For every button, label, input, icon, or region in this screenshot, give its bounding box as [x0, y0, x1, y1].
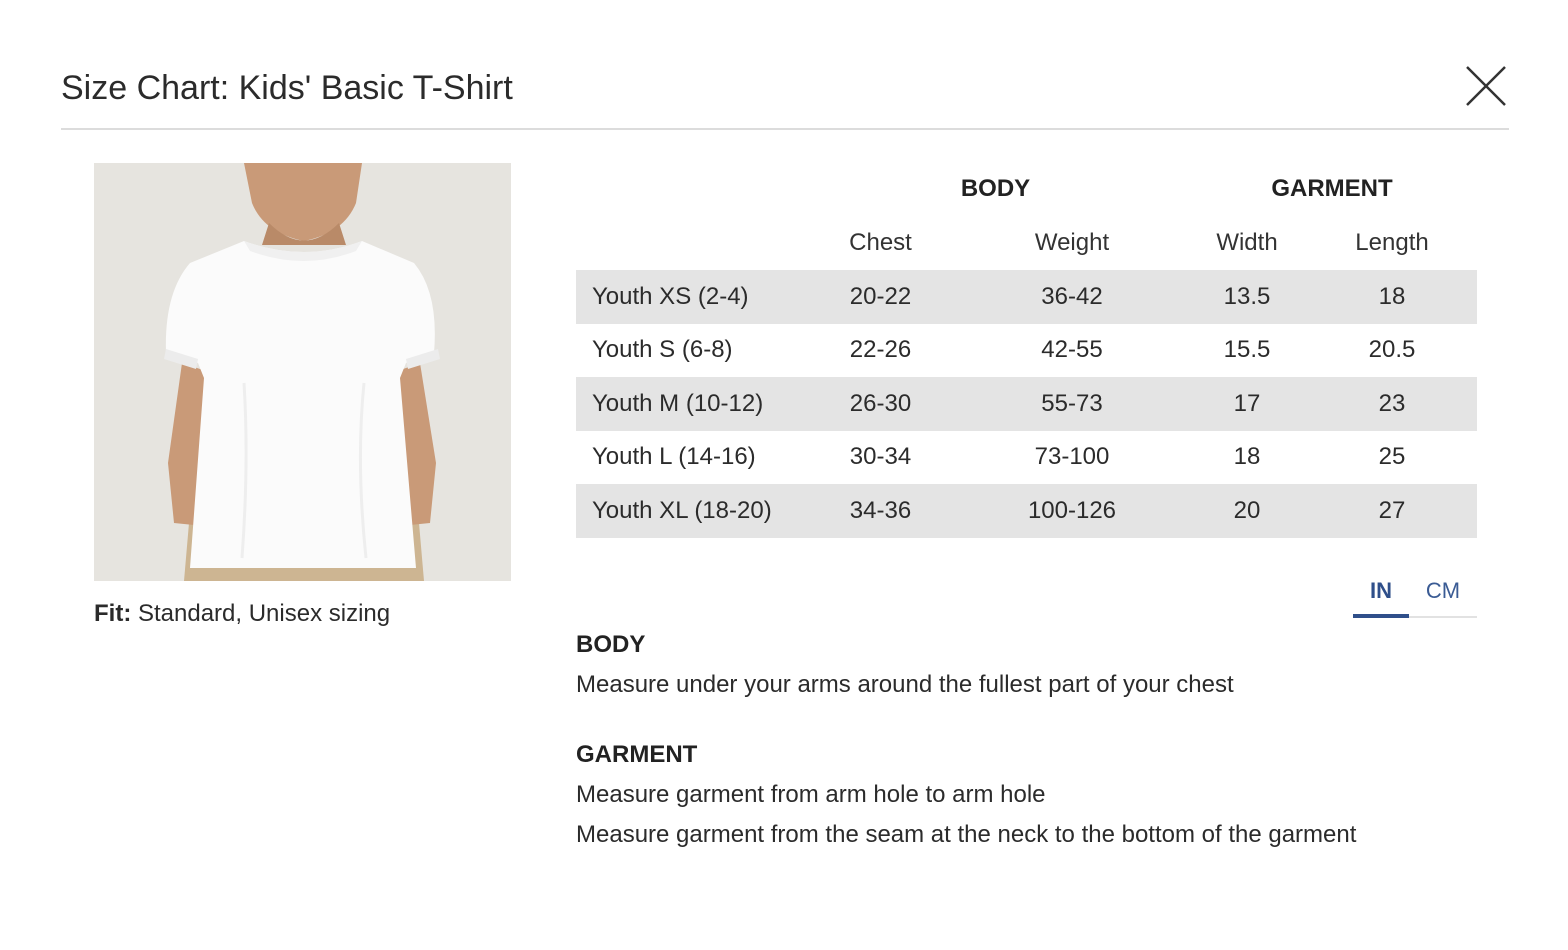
fit-value: Standard, Unisex sizing [131, 600, 391, 627]
close-icon [1462, 62, 1510, 110]
product-image [94, 163, 511, 581]
table-row [576, 431, 1477, 485]
table-group-garment: GARMENT [1271, 175, 1393, 202]
length-cell: 18 [1307, 270, 1477, 324]
width-cell: 15.5 [1223, 336, 1271, 364]
chest-cell: 34-36 [804, 484, 957, 538]
header-divider [61, 128, 1509, 130]
size-table [576, 163, 1477, 538]
weight-cell: 73-100 [1034, 443, 1110, 471]
weight-cell: 42-55 [1041, 336, 1103, 364]
size-cell: Youth XS (2-4) [576, 270, 804, 324]
length-cell: 20.5 [1368, 336, 1416, 364]
garment-guide-text-width: Measure garment from arm hole to arm hole [576, 781, 1046, 808]
size-cell: Youth M (10-12) [576, 377, 804, 431]
table-group-body: BODY [960, 175, 1031, 202]
table-row [576, 377, 1477, 431]
unit-toggle [1353, 572, 1477, 618]
garment-guide-text-length: Measure garment from the seam at the neck to the bottom of the garment [576, 821, 1357, 848]
chest-cell: 20-22 [804, 270, 957, 324]
table-column-header-row [576, 215, 1477, 270]
width-cell: 13.5 [1187, 270, 1307, 324]
close-button[interactable] [1462, 62, 1510, 110]
weight-cell: 36-42 [957, 270, 1187, 324]
table-group-header-row [576, 163, 1477, 215]
size-cell: Youth S (6-8) [592, 336, 733, 364]
table-column-weight: Weight [1034, 228, 1110, 256]
size-cell: Youth L (14-16) [592, 443, 756, 471]
chest-cell: 26-30 [804, 377, 957, 431]
unit-tab-cm[interactable]: CM [1425, 578, 1461, 603]
unit-tab-in[interactable]: IN [1353, 572, 1409, 618]
fit-label: Fit: [94, 600, 132, 627]
chest-cell: 22-26 [849, 336, 912, 364]
chest-cell: 30-34 [849, 443, 912, 471]
garment-guide-heading: GARMENT [576, 741, 698, 768]
table-column-chest: Chest [849, 228, 912, 256]
length-cell: 25 [1378, 443, 1406, 471]
kids-tshirt-model-illustration [94, 163, 511, 581]
weight-cell: 100-126 [957, 484, 1187, 538]
length-cell: 27 [1307, 484, 1477, 538]
length-cell: 23 [1307, 377, 1477, 431]
table-group-header-empty [576, 163, 804, 215]
width-cell: 18 [1233, 443, 1261, 471]
fit-info [94, 598, 390, 630]
table-column-length: Length [1355, 228, 1429, 256]
table-row [576, 484, 1477, 538]
table-column-width: Width [1216, 228, 1278, 256]
size-cell: Youth XL (18-20) [576, 484, 804, 538]
modal-title: Size Chart: Kids' Basic T-Shirt [61, 69, 513, 107]
weight-cell: 55-73 [957, 377, 1187, 431]
body-guide-heading: BODY [576, 631, 646, 658]
body-guide-text: Measure under your arms around the fullest part of your chest [576, 671, 1234, 698]
table-row [576, 270, 1477, 324]
table-column-header-empty [576, 215, 804, 270]
width-cell: 17 [1187, 377, 1307, 431]
width-cell: 20 [1187, 484, 1307, 538]
table-row [576, 324, 1477, 378]
